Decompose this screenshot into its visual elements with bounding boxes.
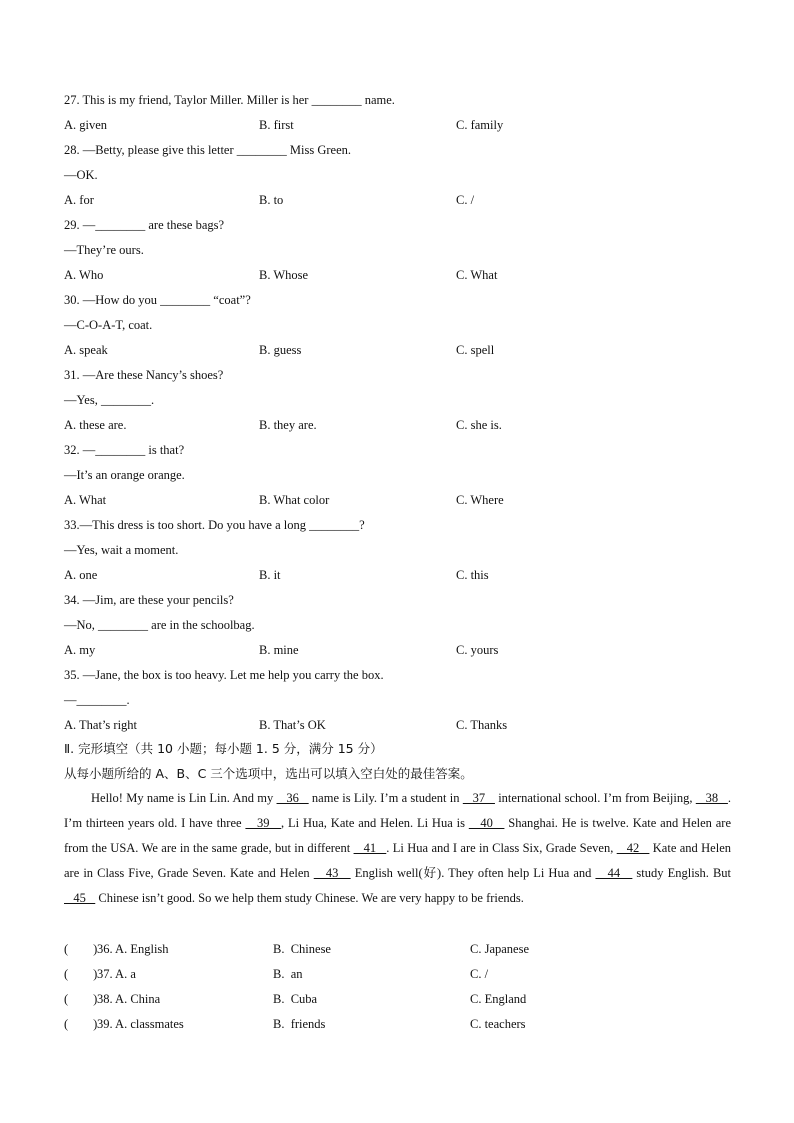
question-option-a: 36. A. English: [97, 942, 169, 956]
question-stem: 35. —Jane, the box is too heavy. Let me help you carry the box.: [64, 668, 384, 682]
option-b: B. That’s OK: [259, 718, 326, 732]
question-stem: 33.—This dress is too short. Do you have a long ________?: [64, 518, 365, 532]
passage-text: Kate and Helen are in Class Five, Grade Seven. Kate and Helen: [64, 841, 732, 880]
option-c: C. England: [470, 992, 527, 1006]
cloze-option-row: [64, 1016, 732, 1032]
question-dialogue-line: —They’re ours.: [64, 243, 144, 257]
question-stem: 28. —Betty, please give this letter ________ Miss Green.: [64, 143, 351, 157]
passage-text: , Li Hua, Kate and Helen. Li Hua is: [281, 816, 469, 830]
passage-text: Hello! My name is Lin Lin. And my: [91, 791, 277, 805]
option-a: A. my: [64, 643, 96, 657]
cloze-blank: 43: [313, 866, 351, 880]
passage-text: Chinese isn’t good. So we help them study Chinese. We are very happy to be friends.: [95, 891, 524, 905]
option-b: B. first: [259, 118, 294, 132]
cloze-option-row: [64, 991, 732, 1007]
passage-text: . I’m thirteen years old. I have three: [64, 791, 732, 830]
option-c: C. /: [470, 967, 489, 981]
option-a: A. speak: [64, 343, 108, 357]
cloze-blank: 41: [353, 841, 387, 855]
cloze-blank: 45: [64, 891, 96, 905]
question-dialogue-line: —It’s an orange orange.: [64, 468, 185, 482]
option-a: A. given: [64, 118, 108, 132]
answer-paren: ( ): [64, 942, 98, 956]
option-c: C. Thanks: [456, 718, 508, 732]
question-dialogue-line: —Yes, wait a moment.: [64, 543, 179, 557]
passage-text: name is Lily. I’m a student in: [308, 791, 463, 805]
option-b: B. guess: [259, 343, 302, 357]
option-c: C. this: [456, 568, 489, 582]
cloze-blank: 42: [616, 841, 650, 855]
option-c: C. Where: [456, 493, 504, 507]
option-b: B. Cuba: [273, 992, 318, 1006]
cloze-blank: 39: [245, 816, 282, 830]
passage-text: study English. But: [632, 866, 732, 880]
cloze-blank: 40: [468, 816, 505, 830]
question-dialogue-line: —No, ________ are in the schoolbag.: [64, 618, 255, 632]
cloze-blank: 44: [595, 866, 633, 880]
question-stem: 27. This is my friend, Taylor Miller. Miller is her ________ name.: [64, 93, 395, 107]
passage-text: Shanghai. He is twelve. Kate and Helen are from the USA. We are in the same grade, but in different: [64, 816, 732, 855]
option-b: B. mine: [259, 643, 299, 657]
answer-paren: ( ): [64, 1017, 98, 1031]
option-a: A. What: [64, 493, 107, 507]
question-option-a: 37. A. a: [97, 967, 136, 981]
option-c: C. family: [456, 118, 504, 132]
option-b: B. to: [259, 193, 284, 207]
cloze-option-row: [64, 941, 732, 957]
option-b: B. an: [273, 967, 303, 981]
option-a: A. these are.: [64, 418, 127, 432]
option-b: B. it: [259, 568, 281, 582]
option-c: C. yours: [456, 643, 499, 657]
question-stem: 30. —How do you ________ “coat”?: [64, 293, 251, 307]
answer-paren: ( ): [64, 992, 98, 1006]
cloze-blank: 37: [462, 791, 495, 805]
option-b: B. they are.: [259, 418, 317, 432]
question-option-a: 38. A. China: [97, 992, 161, 1006]
question-stem: 32. —________ is that?: [64, 443, 185, 457]
option-a: A. for: [64, 193, 94, 207]
question-dialogue-line: —Yes, ________.: [64, 393, 155, 407]
option-b: B. friends: [273, 1017, 326, 1031]
option-a: A. one: [64, 568, 98, 582]
option-c: C. /: [456, 193, 475, 207]
question-dialogue-line: —OK.: [64, 168, 98, 182]
cloze-option-row: [64, 966, 732, 982]
option-c: C. teachers: [470, 1017, 526, 1031]
cloze-blank: 38: [695, 791, 728, 805]
answer-paren: ( ): [64, 967, 98, 981]
option-b: B. Chinese: [273, 942, 331, 956]
cloze-passage: [64, 786, 731, 911]
passage-text: international school. I’m from Beijing,: [494, 791, 696, 805]
question-stem: 34. —Jim, are these your pencils?: [64, 593, 234, 607]
section-instruction: 从每小题所给的 A、B、C 三个选项中，选出可以填入空白处的最佳答案。: [64, 766, 473, 781]
cloze-blank: 36: [276, 791, 309, 805]
question-stem: 29. —________ are these bags?: [64, 218, 225, 232]
option-c: C. spell: [456, 343, 495, 357]
question-option-a: 39. A. classmates: [97, 1017, 184, 1031]
option-b: B. Whose: [259, 268, 309, 282]
passage-text: . Li Hua and I are in Class Six, Grade Seven,: [386, 841, 617, 855]
option-c: C. Japanese: [470, 942, 530, 956]
option-b: B. What color: [259, 493, 330, 507]
section-heading: Ⅱ. 完形填空（共 10 小题；每小题 1. 5 分，满分 15 分）: [64, 741, 383, 756]
question-dialogue-line: —________.: [64, 693, 130, 707]
option-a: A. Who: [64, 268, 104, 282]
question-dialogue-line: —C-O-A-T, coat.: [64, 318, 153, 332]
option-a: A. That’s right: [64, 718, 138, 732]
option-c: C. she is.: [456, 418, 502, 432]
question-stem: 31. —Are these Nancy’s shoes?: [64, 368, 224, 382]
option-c: C. What: [456, 268, 498, 282]
passage-text: English well(好). They often help Li Hua and: [350, 866, 596, 880]
